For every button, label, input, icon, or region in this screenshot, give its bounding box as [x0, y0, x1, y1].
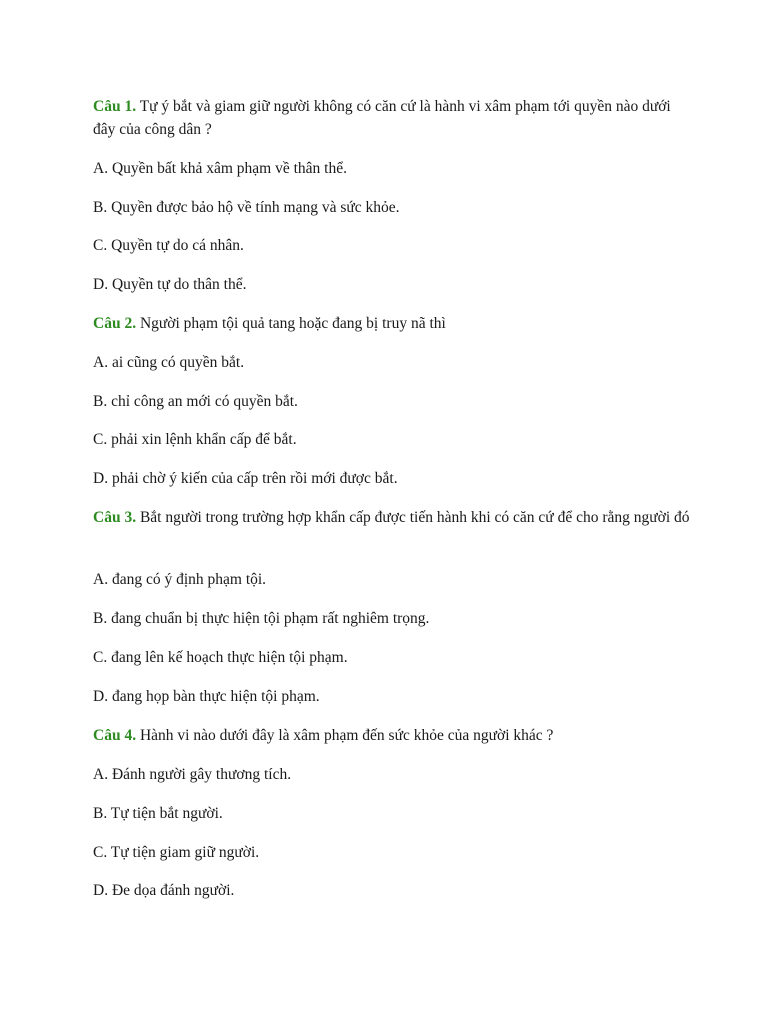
question-4-option-a: A. Đánh người gây thương tích.	[93, 766, 292, 783]
question-2-option-d: D. phải chờ ý kiến của cấp trên rồi mới được bắt.	[93, 470, 398, 487]
question-4-text: Hành vi nào dưới đây là xâm phạm đến sức khỏe của người khác ?	[139, 727, 554, 744]
question-3-text: Bắt người trong trường hợp khẩn cấp được tiến hành khi có căn cứ để cho rằng người đó	[139, 509, 690, 526]
question-4-label: Câu 4.	[93, 727, 137, 744]
question-3-option-a: A. đang có ý định phạm tội.	[93, 571, 267, 588]
question-4	[93, 724, 693, 747]
question-2-option-c: C. phải xin lệnh khẩn cấp để bắt.	[93, 431, 297, 448]
question-3-option-d: D. đang họp bàn thực hiện tội phạm.	[93, 688, 320, 705]
question-2	[93, 312, 693, 335]
question-2-label: Câu 2.	[93, 315, 137, 332]
question-1-option-b: B. Quyền được bảo hộ về tính mạng và sức khỏe.	[93, 199, 400, 216]
question-2-option-a: A. ai cũng có quyền bắt.	[93, 354, 245, 371]
question-4-option-c: C. Tự tiện giam giữ người.	[93, 844, 260, 861]
question-3-label: Câu 3.	[93, 509, 137, 526]
question-3-option-b: B. đang chuẩn bị thực hiện tội phạm rất nghiêm trọng.	[93, 610, 430, 627]
question-4-option-d: D. Đe dọa đánh người.	[93, 882, 235, 899]
question-2-text: Người phạm tội quả tang hoặc đang bị truy nã thì	[139, 315, 446, 332]
question-1-option-c: C. Quyền tự do cá nhân.	[93, 237, 244, 254]
question-4-option-b: B. Tự tiện bắt người.	[93, 805, 223, 822]
question-1-option-a: A. Quyền bất khả xâm phạm về thân thể.	[93, 160, 347, 177]
question-1	[93, 95, 693, 141]
question-3	[93, 506, 693, 529]
question-1-label: Câu 1.	[93, 98, 137, 115]
question-2-option-b: B. chỉ công an mới có quyền bắt.	[93, 393, 298, 410]
question-1-option-d: D. Quyền tự do thân thể.	[93, 276, 247, 293]
question-1-text: Tự ý bắt và giam giữ người không có căn cứ là hành vi xâm phạm tới quyền nào dưới đây của công dân ?	[93, 98, 671, 138]
question-3-option-c: C. đang lên kế hoạch thực hiện tội phạm.	[93, 649, 348, 666]
